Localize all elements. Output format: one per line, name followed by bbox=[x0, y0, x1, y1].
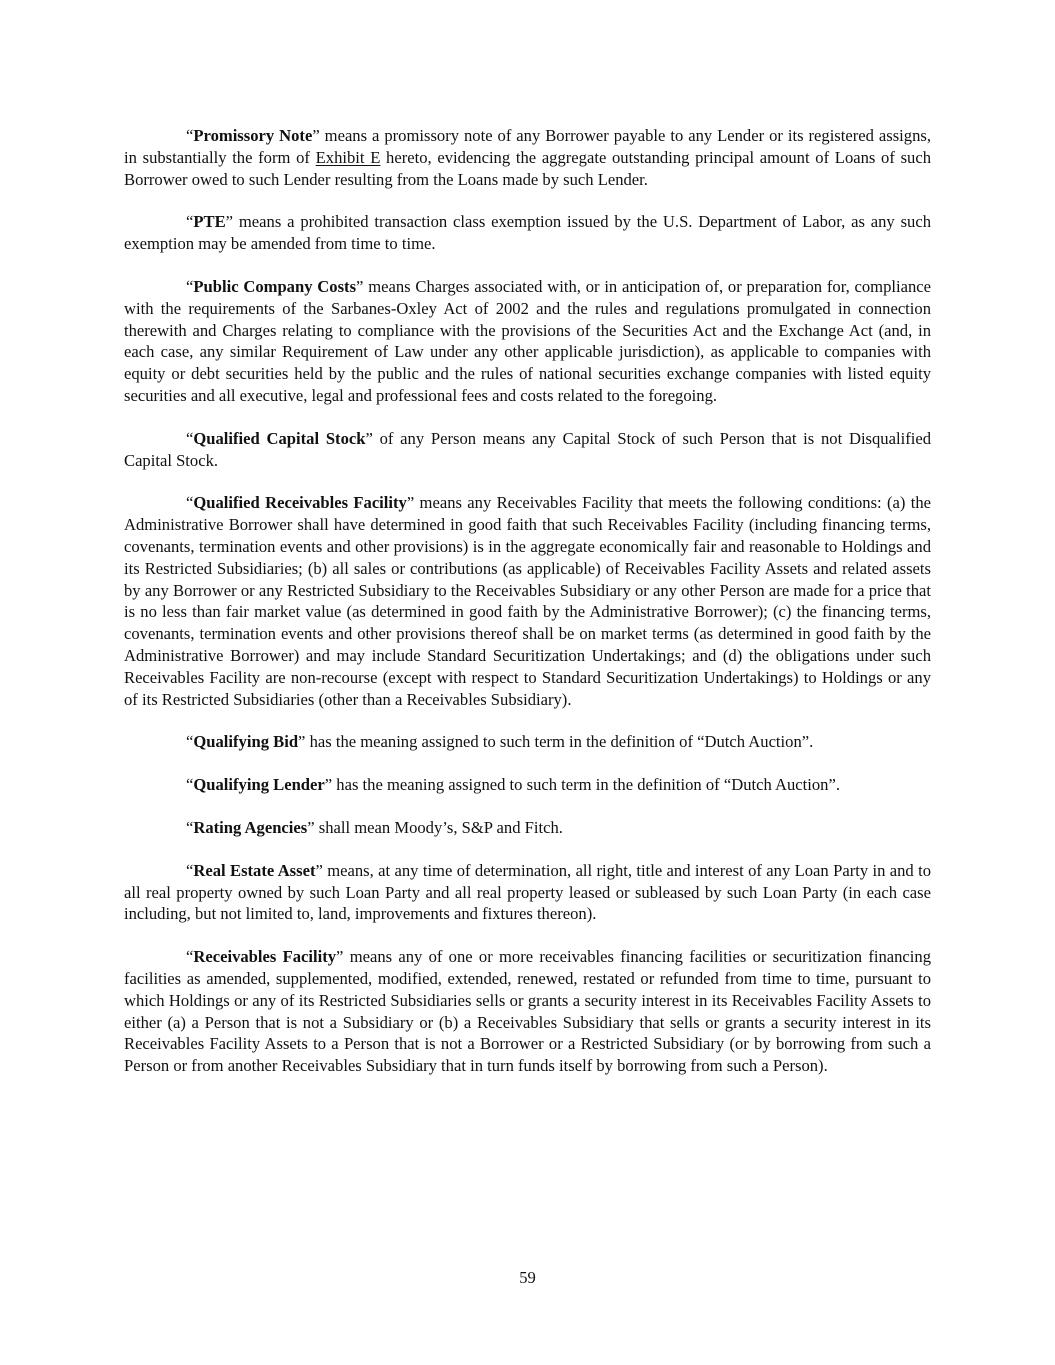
definition-public-company-costs: “Public Company Costs” means Charges associated with, or in anticipation of, or preparation for, compliance with the requirements of the Sarbanes-Oxley Act of 2002 and the rules and regulations promulgated in connection therewith and Charges relating to compliance with the provisions of the Securities Act and the Exchange Act (and, in each case, any similar Requirement of Law under any other applicable jurisdiction), as applicable to companies with equity or debt securities held by the public and the rules of national securities exchange companies with listed equity securities and all executive, legal and professional fees and costs related to the foregoing. bbox=[124, 276, 931, 405]
definition-pte: “PTE” means a prohibited transaction class exemption issued by the U.S. Department of Labor, as any such exemption may be amended from time to time. bbox=[124, 212, 931, 254]
definition-text: hereto, evidencing the aggregate outstanding principal amount of Loans of such Borrower owed to such Lender resulting from the Loans made by such Lender. bbox=[124, 147, 931, 189]
defined-term: Receivables Facility bbox=[193, 947, 337, 967]
definition-text: shall mean Moody’s, S&P and Fitch. bbox=[314, 817, 563, 837]
definition-real-estate-asset: “Real Estate Asset” means, at any time of determination, all right, title and interest of any Loan Party in and to all real property owned by such Loan Party and all real property leased or subleased by such Loan Party (in each case including, but not limited to, land, improvements and fixtures thereon). bbox=[124, 860, 932, 924]
definition-text: has the meaning assigned to such term in the definition of “Dutch Auction”. bbox=[305, 732, 814, 752]
definition-text: means any Receivables Facility that meets the following conditions: (a) the Administrative Borrower shall have determined in good faith that such Receivables Facility (including financing terms, covenants, termination events and other provisions) is in the aggregate economically fair and reasonable to Holdings and its Restricted Subsidiaries; (b) all sales or contributions (as applicable) of Receivables Facility Assets and related assets by any Borrower or any Restricted Subsidiary to the Receivables Subsidiary or any other Person are made for a price that is no less than fair market value (as determined in good faith by the Administrative Borrower); (c) the financing terms, covenants, termination events and other provisions thereof shall be on market terms (as determined in good faith by the Administrative Borrower) and may include Standard Securitization Undertakings; and (d) the obligations under such Receivables Facility are non-recourse (except with respect to Standard Securitization Undertakings) to Holdings or any of its Restricted Subsidiaries (other than a Receivables Subsidiary). bbox=[124, 493, 932, 709]
definition-text: means Charges associated with, or in anticipation of, or preparation for, compliance with the requirements of the Sarbanes-Oxley Act of 2002 and the rules and regulations promulgated in connection therewith and Charges relating to compliance with the provisions of the Securities Act and the Exchange Act (and, in each case, any similar Requirement of Law under any other applicable jurisdiction), as applicable to companies with equity or debt securities held by the public and the rules of national securities exchange companies with listed equity securities and all executive, legal and professional fees and costs related to the foregoing. bbox=[124, 276, 931, 405]
definition-qualified-receivables-facility: “Qualified Receivables Facility” means any Receivables Facility that meets the following conditions: (a) the Administrative Borrower shall have determined in good faith that such Receivables Facility (including financing terms, covenants, termination events and other provisions) is in the aggregate economically fair and reasonable to Holdings and its Restricted Subsidiaries; (b) all sales or contributions (as applicable) of Receivables Facility Assets and related assets by any Borrower or any Restricted Subsidiary to the Receivables Subsidiary or any other Person are made for a price that is no less than fair market value (as determined in good faith by the Administrative Borrower); (c) the financing terms, covenants, termination events and other provisions thereof shall be on market terms (as determined in good faith by the Administrative Borrower) and may include Standard Securitization Undertakings; and (d) the obligations under such Receivables Facility are non-recourse (except with respect to Standard Securitization Undertakings) to Holdings or any of its Restricted Subsidiaries (other than a Receivables Subsidiary). bbox=[124, 493, 932, 709]
defined-term: Qualified Capital Stock bbox=[193, 428, 366, 448]
definition-receivables-facility: “Receivables Facility” means any of one or more receivables financing facilities or securitization financing facilities as amended, supplemented, modified, extended, renewed, restated or refunded from time to time, pursuant to which Holdings or any of its Restricted Subsidiaries sells or grants a security interest in its Receivables Facility Assets to either (a) a Person that is not a Subsidiary or (b) a Receivables Subsidiary that sells or grants a security interest in its Receivables Facility Assets to a Person that is not a Borrower or a Restricted Subsidiary (or by borrowing from such a Person or from another Receivables Subsidiary that in turn funds itself by borrowing from such a Person). bbox=[124, 947, 931, 1076]
definition-text: has the meaning assigned to such term in the definition of “Dutch Auction”. bbox=[332, 775, 840, 795]
defined-term: Promissory Note bbox=[193, 126, 313, 145]
defined-term: Real Estate Asset bbox=[193, 860, 316, 880]
definition-rating-agencies: “Rating Agencies” shall mean Moody’s, S&P and Fitch. bbox=[186, 817, 563, 837]
definition-text: of any Person means any Capital Stock of such Person that is not Disqualified Capital Stock. bbox=[124, 428, 931, 470]
defined-term: Qualified Receivables Facility bbox=[193, 493, 407, 513]
definition-promissory-note: “Promissory Note” means a promissory note of any Borrower payable to any Lender or its registered assigns, in substantially the form of Exhibit E hereto, evidencing the aggregate outstanding principal amount of Loans of such Borrower owed to such Lender resulting from the Loans made by such Lender. bbox=[124, 126, 931, 189]
definition-qualified-capital-stock: “Qualified Capital Stock” of any Person means any Capital Stock of such Person that is not Disqualified Capital Stock. bbox=[124, 428, 931, 470]
exhibit-e-reference: Exhibit E bbox=[315, 147, 381, 167]
definition-text: means any of one or more receivables financing facilities or securitization financing facilities as amended, supplemented, modified, extended, renewed, restated or refunded from time to time, pursuant to which Holdings or any of its Restricted Subsidiaries sells or grants a security interest in its Receivables Facility Assets to either (a) a Person that is not a Subsidiary or (b) a Receivables Subsidiary that sells or grants a security interest in its Receivables Facility Assets to a Person that is not a Borrower or a Restricted Subsidiary (or by borrowing from such a Person or from another Receivables Subsidiary that in turn funds itself by borrowing from such a Person). bbox=[124, 947, 931, 1076]
defined-term: Public Company Costs bbox=[193, 276, 357, 296]
defined-term: Rating Agencies bbox=[193, 817, 308, 837]
defined-term: PTE bbox=[193, 212, 226, 232]
definition-text: means, at any time of determination, all right, title and interest of any Loan Party in and to all real property owned by such Loan Party and all real property leased or subleased by such Loan Party (in each case including, but not limited to, land, improvements and fixtures thereon). bbox=[124, 860, 932, 924]
definition-text: means a prohibited transaction class exemption issued by the U.S. Department of Labor, as any such exemption may be amended from time to time. bbox=[124, 212, 931, 254]
definition-qualifying-bid: “Qualifying Bid” has the meaning assigned to such term in the definition of “Dutch Auction”. bbox=[186, 732, 814, 752]
defined-term: Qualifying Lender bbox=[193, 775, 325, 795]
definition-qualifying-lender: “Qualifying Lender” has the meaning assigned to such term in the definition of “Dutch Auction”. bbox=[186, 775, 840, 795]
document-body bbox=[124, 125, 931, 1098]
page-number: 59 bbox=[519, 1268, 536, 1287]
defined-term: Qualifying Bid bbox=[193, 732, 299, 752]
definition-text: means a promissory note of any Borrower payable to any Lender or its registered assigns, in substantially the form of bbox=[124, 126, 931, 167]
